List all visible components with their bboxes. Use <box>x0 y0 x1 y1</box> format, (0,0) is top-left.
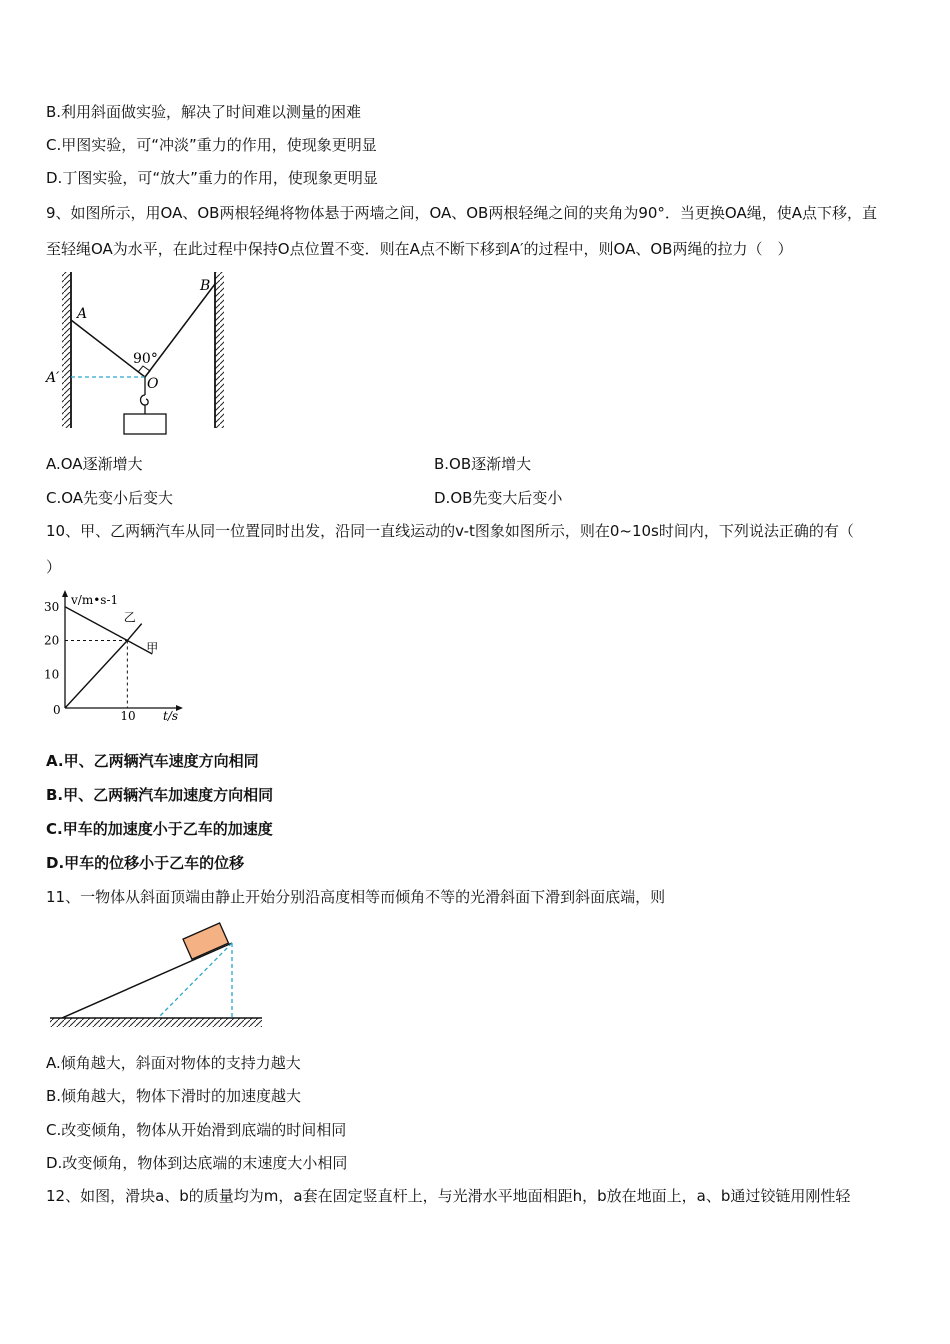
ground-hatch <box>50 1018 262 1027</box>
q9-option-a: A.OA逐渐增大 <box>46 455 143 473</box>
q8-option-d: D.丁图实验，可“放大”重力的作用，使现象更明显 <box>46 169 378 187</box>
x-axis-label: t/s <box>163 709 179 723</box>
y-tick-label-10: 10 <box>44 667 60 682</box>
label-o: O <box>147 376 159 392</box>
tick-label-origin: 0 <box>53 703 61 717</box>
y-tick-label-30: 30 <box>44 599 60 614</box>
y-axis-label: v/m•s-1 <box>71 593 119 607</box>
q10-vt-chart <box>40 588 190 728</box>
q11-stem: 11、一物体从斜面顶端由静止开始分别沿高度相等而倾角不等的光滑斜面下滑到斜面底端，则 <box>46 888 666 906</box>
label-a: A <box>77 306 88 322</box>
q8-option-c: C.甲图实验，可“冲淡”重力的作用，使现象更明显 <box>46 136 377 154</box>
q12-stem: 12、如图，滑块a、b的质量均为m，a套在固定竖直杆上，与光滑水平地面相距h，b放在地面上，a、b通过铰链用刚性轻 <box>46 1187 851 1205</box>
q11-option-b: B.倾角越大，物体下滑时的加速度越大 <box>46 1087 302 1105</box>
right-wall-hatch <box>215 272 224 428</box>
label-a-prime: A′ <box>46 370 60 386</box>
q11-option-a: A.倾角越大，斜面对物体的支持力越大 <box>46 1054 301 1072</box>
q10-option-a: A.甲、乙两辆汽车速度方向相同 <box>46 752 259 770</box>
x-tick-label-10: 10 <box>120 709 136 723</box>
q10-stem-line2: ） <box>46 558 62 576</box>
series-line-0 <box>65 607 152 654</box>
q11-incline-figure <box>46 918 266 1033</box>
q10-option-c: C.甲车的加速度小于乙车的加速度 <box>46 820 273 838</box>
q9-stem-line2: 至轻绳OA为水平，在此过程中保持O点位置不变．则在A点不断下移到A′的过程中，则OA、OB两绳的拉力（ ） <box>46 240 793 258</box>
label-angle: 90° <box>133 351 158 367</box>
q9-option-b: B.OB逐渐增大 <box>434 455 532 473</box>
hook <box>141 395 149 405</box>
incline-surface <box>62 943 232 1018</box>
left-wall-hatch <box>62 272 71 428</box>
label-b: B <box>200 278 211 294</box>
q9-figure <box>40 268 240 443</box>
q9-option-d: D.OB先变大后变小 <box>434 489 563 507</box>
series-line-1 <box>65 624 142 708</box>
q9-option-c: C.OA先变小后变大 <box>46 489 174 507</box>
y-tick-label-20: 20 <box>44 633 60 648</box>
q10-stem-line1: 10、甲、乙两辆汽车从同一位置同时出发，沿同一直线运动的v-t图象如图所示，则在0~10s时间内，下列说法正确的有（ <box>46 522 854 540</box>
rope-oa <box>71 320 145 377</box>
q10-option-b: B.甲、乙两辆汽车加速度方向相同 <box>46 786 274 804</box>
q11-option-c: C.改变倾角，物体从开始滑到底端的时间相同 <box>46 1121 347 1139</box>
series-label-1: 乙 <box>123 610 136 625</box>
series-label-0: 甲 <box>146 641 159 655</box>
q10-option-d: D.甲车的位移小于乙车的位移 <box>46 854 245 872</box>
q11-option-d: D.改变倾角，物体到达底端的末速度大小相同 <box>46 1154 348 1172</box>
weight-block <box>124 414 166 434</box>
y-axis-arrow <box>62 590 68 597</box>
q9-stem-line1: 9、如图所示，用OA、OB两根轻绳将物体悬于两墙之间，OA、OB两根轻绳之间的夹角为90°．当更换OA绳，使A点下移，直 <box>46 204 878 222</box>
q8-option-b: B.利用斜面做实验，解决了时间难以测量的困难 <box>46 103 362 121</box>
